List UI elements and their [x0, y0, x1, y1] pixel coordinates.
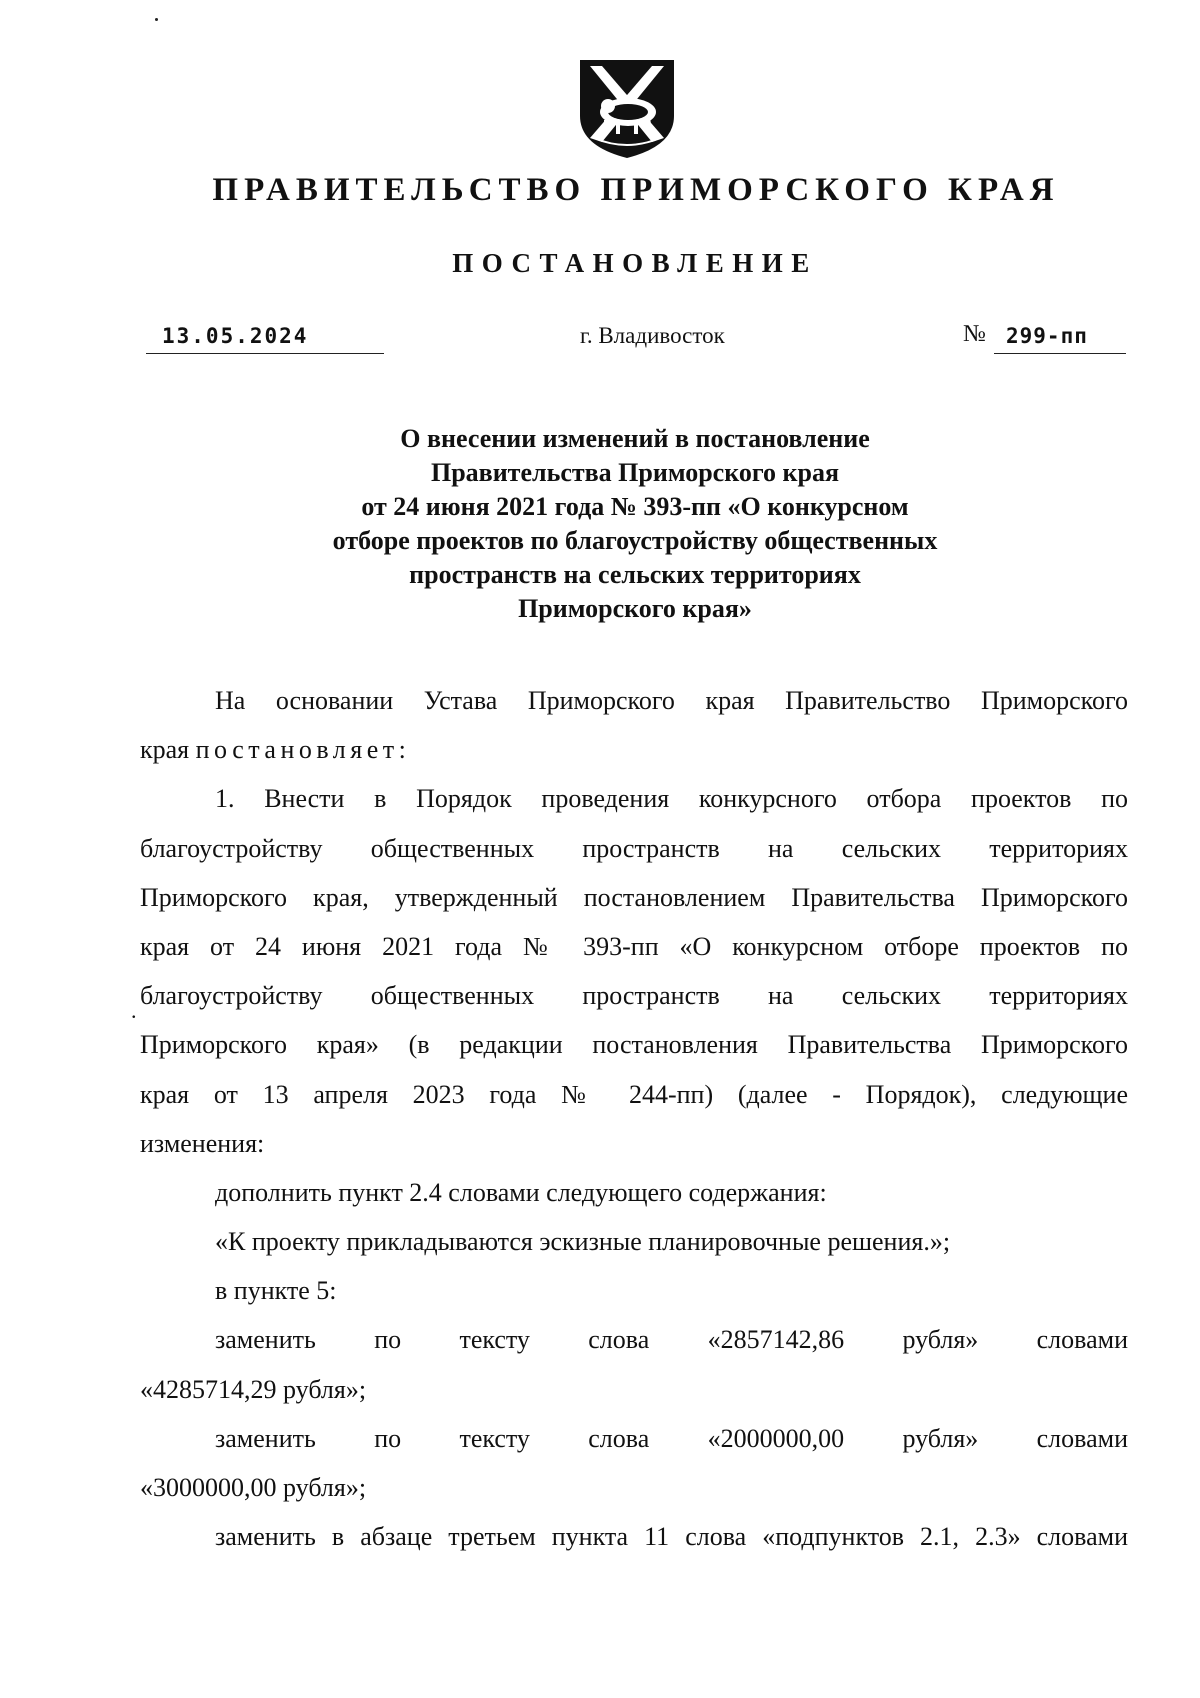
body-line: «4285714,29 рубля»;: [140, 1374, 367, 1404]
body-line: 1. Внести в Порядок проведения конкурсного отбора проектов по: [215, 784, 1128, 814]
document-date: 13.05.2024: [146, 324, 384, 354]
document-subject: [160, 422, 1110, 626]
body-line: благоустройству общественных пространств на сельских территориях: [140, 981, 1128, 1011]
body-text: края: [140, 735, 196, 765]
body-line: «3000000,00 рубля»;: [140, 1473, 367, 1502]
subject-line: Правительства Приморского края: [430, 458, 840, 487]
body-line: Приморского края, утвержденный постановлением Правительства Приморского: [140, 882, 1128, 912]
body-line: в пункте 5:: [215, 1276, 337, 1306]
government-title: ПРАВИТЕЛЬСТВО ПРИМОРСКОГО КРАЯ: [212, 172, 1060, 208]
primorsky-coat-of-arms-icon: [572, 54, 682, 162]
body-line: На основании Устава Приморского края Правительство Приморского: [215, 686, 1128, 715]
scan-speck-comma: .: [131, 998, 137, 1023]
resolves-word: постановляет:: [195, 735, 411, 765]
document-type: ПОСТАНОВЛЕНИЕ: [452, 248, 818, 278]
body-line: края от 13 апреля 2023 года № 244-пп) (далее - Порядок), следующие: [140, 1079, 1128, 1109]
subject-line: О внесении изменений в постановление: [400, 424, 870, 453]
document-city: г. Владивосток: [580, 323, 725, 348]
body-line: [140, 735, 1128, 784]
document-number: 299-пп: [994, 324, 1126, 354]
subject-line: от 24 июня 2021 года № 393-пп «О конкурсном: [361, 492, 909, 521]
subject-line: Приморского края»: [518, 594, 752, 623]
body-line: Приморского края» (в редакции постановления Правительства Приморского: [140, 1030, 1128, 1060]
body-line: изменения:: [140, 1128, 265, 1158]
scan-speck: [155, 18, 158, 21]
body-line: края от 24 июня 2021 года № 393-пп «О конкурсном отборе проектов по: [140, 931, 1128, 961]
body-line: благоустройству общественных пространств на сельских территориях: [140, 833, 1128, 863]
body-line: заменить по тексту слова «2857142,86 рубля» словами: [215, 1325, 1128, 1355]
body-line: заменить по тексту слова «2000000,00 рубля» словами: [215, 1423, 1128, 1453]
subject-line: пространств на сельских территориях: [409, 560, 861, 589]
body-line: заменить в абзаце третьем пункта 11 слова «подпунктов 2.1, 2.3» словами: [215, 1522, 1128, 1552]
body-line: «К проекту прикладываются эскизные планировочные решения.»;: [215, 1227, 951, 1257]
number-sign: №: [963, 321, 986, 347]
body-line: дополнить пункт 2.4 словами следующего содержания:: [215, 1177, 827, 1207]
subject-line: отборе проектов по благоустройству общественных: [332, 526, 938, 555]
document-body: [140, 686, 1128, 1571]
